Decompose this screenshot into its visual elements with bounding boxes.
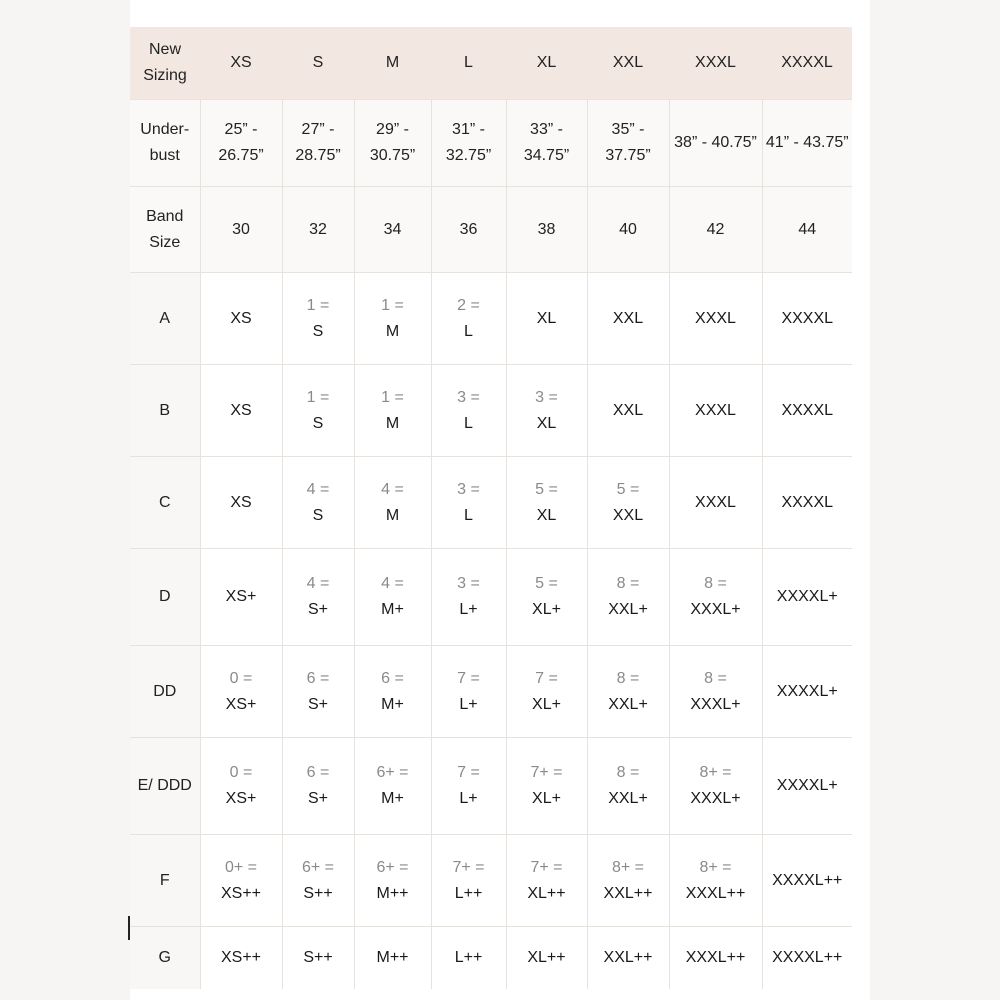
size-value: XS+ xyxy=(225,588,257,605)
size-value: L++ xyxy=(454,884,483,902)
size-value: XXL+ xyxy=(608,790,648,807)
size-value: XS++ xyxy=(220,949,262,966)
size-value: S+ xyxy=(307,790,328,807)
conversion-number: 7+ = xyxy=(530,764,563,781)
cup-row xyxy=(130,835,852,927)
size-cell xyxy=(282,549,354,646)
size-value: L xyxy=(464,322,473,340)
conversion-number: 4 = xyxy=(381,480,404,498)
size-cell xyxy=(506,738,587,835)
size-value: XXXL++ xyxy=(685,884,746,902)
size-value: S xyxy=(312,322,324,340)
band-size-cell: 40 xyxy=(587,187,669,273)
size-cell xyxy=(200,646,282,738)
size-cell xyxy=(762,365,852,457)
underbust-cell: 33” - 34.75” xyxy=(506,100,587,187)
size-cell xyxy=(431,365,506,457)
size-cell xyxy=(200,365,282,457)
size-cell xyxy=(282,835,354,927)
band-size-cell: 30 xyxy=(200,187,282,273)
size-cell xyxy=(669,835,762,927)
size-cell xyxy=(431,835,506,927)
size-cell xyxy=(354,549,431,646)
size-cell xyxy=(354,835,431,927)
size-value: S++ xyxy=(303,884,333,902)
size-value: XXXXL++ xyxy=(772,949,843,966)
size-value: XXL++ xyxy=(603,884,653,902)
conversion-number: 8 = xyxy=(616,764,640,781)
size-cell xyxy=(431,646,506,738)
cup-row xyxy=(130,457,852,549)
cup-row xyxy=(130,646,852,738)
size-value: XL xyxy=(536,309,557,327)
size-cell xyxy=(431,549,506,646)
size-cell xyxy=(506,365,587,457)
conversion-number: 8 = xyxy=(616,669,640,687)
conversion-number: 8 = xyxy=(704,575,727,592)
band-size-cell: 38 xyxy=(506,187,587,273)
size-value: XXXXL+ xyxy=(776,588,838,605)
size-value: XXL xyxy=(612,506,644,524)
cup-label: G xyxy=(130,927,200,990)
conversion-number: 1 = xyxy=(306,388,330,406)
size-cell xyxy=(669,646,762,738)
size-cell xyxy=(587,365,669,457)
size-value: XS xyxy=(230,401,252,419)
size-cell xyxy=(282,365,354,457)
band-size-cell: 32 xyxy=(282,187,354,273)
header-col-xxl: XXL xyxy=(587,27,669,100)
conversion-number: 4 = xyxy=(306,480,330,498)
size-value: XXXL+ xyxy=(690,790,741,807)
size-cell xyxy=(506,457,587,549)
underbust-cell: 38” - 40.75” xyxy=(669,100,762,187)
size-value: S xyxy=(312,506,324,524)
size-cell xyxy=(431,738,506,835)
size-value: XXXXL+ xyxy=(776,777,838,794)
underbust-cell: 31” - 32.75” xyxy=(431,100,506,187)
size-value: L+ xyxy=(459,790,478,807)
edge-mark xyxy=(128,916,130,940)
cup-row xyxy=(130,273,852,365)
conversion-number: 0+ = xyxy=(224,858,258,876)
header-label-text: New Sizing xyxy=(143,41,187,84)
cup-label: B xyxy=(130,365,200,457)
size-value: M+ xyxy=(381,601,404,618)
size-cell xyxy=(587,835,669,927)
size-cell xyxy=(282,457,354,549)
size-cell xyxy=(354,365,431,457)
size-value: M++ xyxy=(376,884,409,902)
size-value: XL xyxy=(536,414,557,432)
cup-label: F xyxy=(130,835,200,927)
size-value: S++ xyxy=(303,949,333,966)
header-label xyxy=(130,27,200,100)
size-cell xyxy=(506,549,587,646)
cup-row xyxy=(130,927,852,990)
size-cell xyxy=(587,646,669,738)
conversion-number: 5 = xyxy=(535,575,558,592)
size-value: XXL+ xyxy=(608,601,648,618)
size-value: XXL xyxy=(612,309,644,327)
header-col-s: S xyxy=(282,27,354,100)
size-cell xyxy=(200,549,282,646)
size-value: M xyxy=(385,322,400,340)
size-value: XXL++ xyxy=(603,949,653,966)
size-value: XL+ xyxy=(532,790,561,807)
conversion-number: 6+ = xyxy=(376,764,409,781)
size-value: L++ xyxy=(454,949,483,966)
size-value: XXXL++ xyxy=(685,949,746,966)
header-row xyxy=(130,27,852,100)
size-cell xyxy=(762,927,852,990)
size-cell xyxy=(282,738,354,835)
size-cell xyxy=(200,738,282,835)
size-value: XXXXL+ xyxy=(776,682,838,700)
band-size-row xyxy=(130,187,852,273)
conversion-number: 4 = xyxy=(306,575,330,592)
size-cell xyxy=(506,927,587,990)
size-value: XXXL xyxy=(695,401,736,419)
size-value: M+ xyxy=(381,790,404,807)
size-value: XS+ xyxy=(225,695,257,713)
size-value: XS+ xyxy=(225,790,257,807)
size-cell xyxy=(762,549,852,646)
size-value: XL+ xyxy=(532,601,561,618)
size-cell xyxy=(354,738,431,835)
size-cell xyxy=(200,927,282,990)
size-value: XL+ xyxy=(532,695,561,713)
conversion-number: 6 = xyxy=(306,669,330,687)
size-chart-table xyxy=(130,27,852,989)
size-value: XXXXL++ xyxy=(772,871,843,889)
left-margin xyxy=(0,0,130,1000)
conversion-number: 7 = xyxy=(457,669,480,687)
size-cell xyxy=(587,738,669,835)
size-cell xyxy=(587,927,669,990)
underbust-cell: 35” - 37.75” xyxy=(587,100,669,187)
size-value: L+ xyxy=(459,601,478,618)
conversion-number: 8+ = xyxy=(699,858,732,876)
band-size-cell: 44 xyxy=(762,187,852,273)
conversion-number: 8+ = xyxy=(699,764,732,781)
conversion-number: 5 = xyxy=(616,480,640,498)
size-value: M xyxy=(385,506,400,524)
conversion-number: 6 = xyxy=(381,669,404,687)
underbust-cell: 29” - 30.75” xyxy=(354,100,431,187)
size-cell xyxy=(200,835,282,927)
size-value: XXL+ xyxy=(608,695,648,713)
size-cell xyxy=(282,646,354,738)
conversion-number: 2 = xyxy=(457,296,480,314)
conversion-number: 6 = xyxy=(306,764,330,781)
conversion-number: 0 = xyxy=(229,669,253,687)
cup-label: E/ DDD xyxy=(130,738,200,835)
size-value: XS xyxy=(230,493,252,511)
band-size-cell: 34 xyxy=(354,187,431,273)
header-col-xl: XL xyxy=(506,27,587,100)
header-col-l: L xyxy=(431,27,506,100)
size-value: XL++ xyxy=(527,884,566,902)
band-size-cell: 36 xyxy=(431,187,506,273)
size-cell xyxy=(669,738,762,835)
conversion-number: 8 = xyxy=(704,669,727,687)
size-cell xyxy=(669,927,762,990)
conversion-number: 3 = xyxy=(457,480,480,498)
conversion-number: 8+ = xyxy=(611,858,645,876)
size-cell xyxy=(669,549,762,646)
size-value: XXXL xyxy=(695,309,736,327)
conversion-number: 4 = xyxy=(381,575,404,592)
size-cell xyxy=(669,365,762,457)
size-cell xyxy=(587,457,669,549)
size-cell xyxy=(354,273,431,365)
size-cell xyxy=(762,457,852,549)
size-cell xyxy=(354,457,431,549)
size-value: S xyxy=(312,414,324,432)
size-cell xyxy=(506,835,587,927)
size-cell xyxy=(762,835,852,927)
size-value: M++ xyxy=(376,949,409,966)
cup-row xyxy=(130,365,852,457)
conversion-number: 1 = xyxy=(381,296,404,314)
size-cell xyxy=(587,273,669,365)
cup-label: A xyxy=(130,273,200,365)
conversion-number: 8 = xyxy=(616,575,640,592)
cup-label: C xyxy=(130,457,200,549)
size-cell xyxy=(762,273,852,365)
size-value: XXXL+ xyxy=(690,601,741,618)
right-margin xyxy=(870,0,1000,1000)
size-cell xyxy=(354,646,431,738)
size-cell xyxy=(431,273,506,365)
underbust-label: Under-bust xyxy=(130,100,200,187)
cup-label: D xyxy=(130,549,200,646)
underbust-cell: 25” - 26.75” xyxy=(200,100,282,187)
size-cell xyxy=(669,273,762,365)
conversion-number: 7 = xyxy=(457,764,480,781)
size-value: XS xyxy=(230,309,252,327)
header-col-xxxxl: XXXXL xyxy=(762,27,852,100)
size-value: L xyxy=(464,414,473,432)
underbust-cell: 27” - 28.75” xyxy=(282,100,354,187)
size-value: XXXXL xyxy=(781,401,834,419)
size-value: XXXXL xyxy=(781,493,834,511)
conversion-number: 1 = xyxy=(306,296,330,314)
size-cell xyxy=(762,646,852,738)
size-cell xyxy=(506,646,587,738)
size-cell xyxy=(282,273,354,365)
size-cell xyxy=(200,273,282,365)
cup-label: DD xyxy=(130,646,200,738)
conversion-number: 6+ = xyxy=(301,858,335,876)
size-cell xyxy=(431,457,506,549)
conversion-number: 7+ = xyxy=(452,858,485,876)
cup-row xyxy=(130,549,852,646)
size-cell xyxy=(587,549,669,646)
size-cell xyxy=(506,273,587,365)
header-col-xxxl: XXXL xyxy=(669,27,762,100)
header-col-m: M xyxy=(354,27,431,100)
size-value: L+ xyxy=(459,695,478,713)
size-cell xyxy=(354,927,431,990)
size-cell xyxy=(762,738,852,835)
size-cell xyxy=(200,457,282,549)
conversion-number: 5 = xyxy=(535,480,558,498)
conversion-number: 7 = xyxy=(535,669,558,687)
underbust-row xyxy=(130,100,852,187)
size-cell xyxy=(282,927,354,990)
conversion-number: 1 = xyxy=(381,388,404,406)
size-value: L xyxy=(464,506,473,524)
conversion-number: 3 = xyxy=(457,575,480,592)
conversion-number: 3 = xyxy=(457,388,480,406)
size-value: M xyxy=(385,414,400,432)
header-col-xs: XS xyxy=(200,27,282,100)
size-value: XL++ xyxy=(527,949,566,966)
conversion-number: 0 = xyxy=(229,764,253,781)
size-value: XXXL xyxy=(695,493,736,511)
size-value: S+ xyxy=(307,695,328,713)
size-value: M+ xyxy=(381,695,404,713)
band-size-cell: 42 xyxy=(669,187,762,273)
cup-row xyxy=(130,738,852,835)
size-value: S+ xyxy=(307,601,328,618)
conversion-number: 3 = xyxy=(535,388,558,406)
conversion-number: 7+ = xyxy=(530,858,563,876)
size-value: XXXL+ xyxy=(690,695,741,713)
size-cell xyxy=(669,457,762,549)
size-value: XXL xyxy=(612,401,644,419)
band-size-label: Band Size xyxy=(130,187,200,273)
conversion-number: 6+ = xyxy=(376,858,409,876)
underbust-cell: 41” - 43.75” xyxy=(762,100,852,187)
size-value: XXXXL xyxy=(781,309,834,327)
size-value: XL xyxy=(536,506,557,524)
size-cell xyxy=(431,927,506,990)
size-value: XS++ xyxy=(220,884,262,902)
